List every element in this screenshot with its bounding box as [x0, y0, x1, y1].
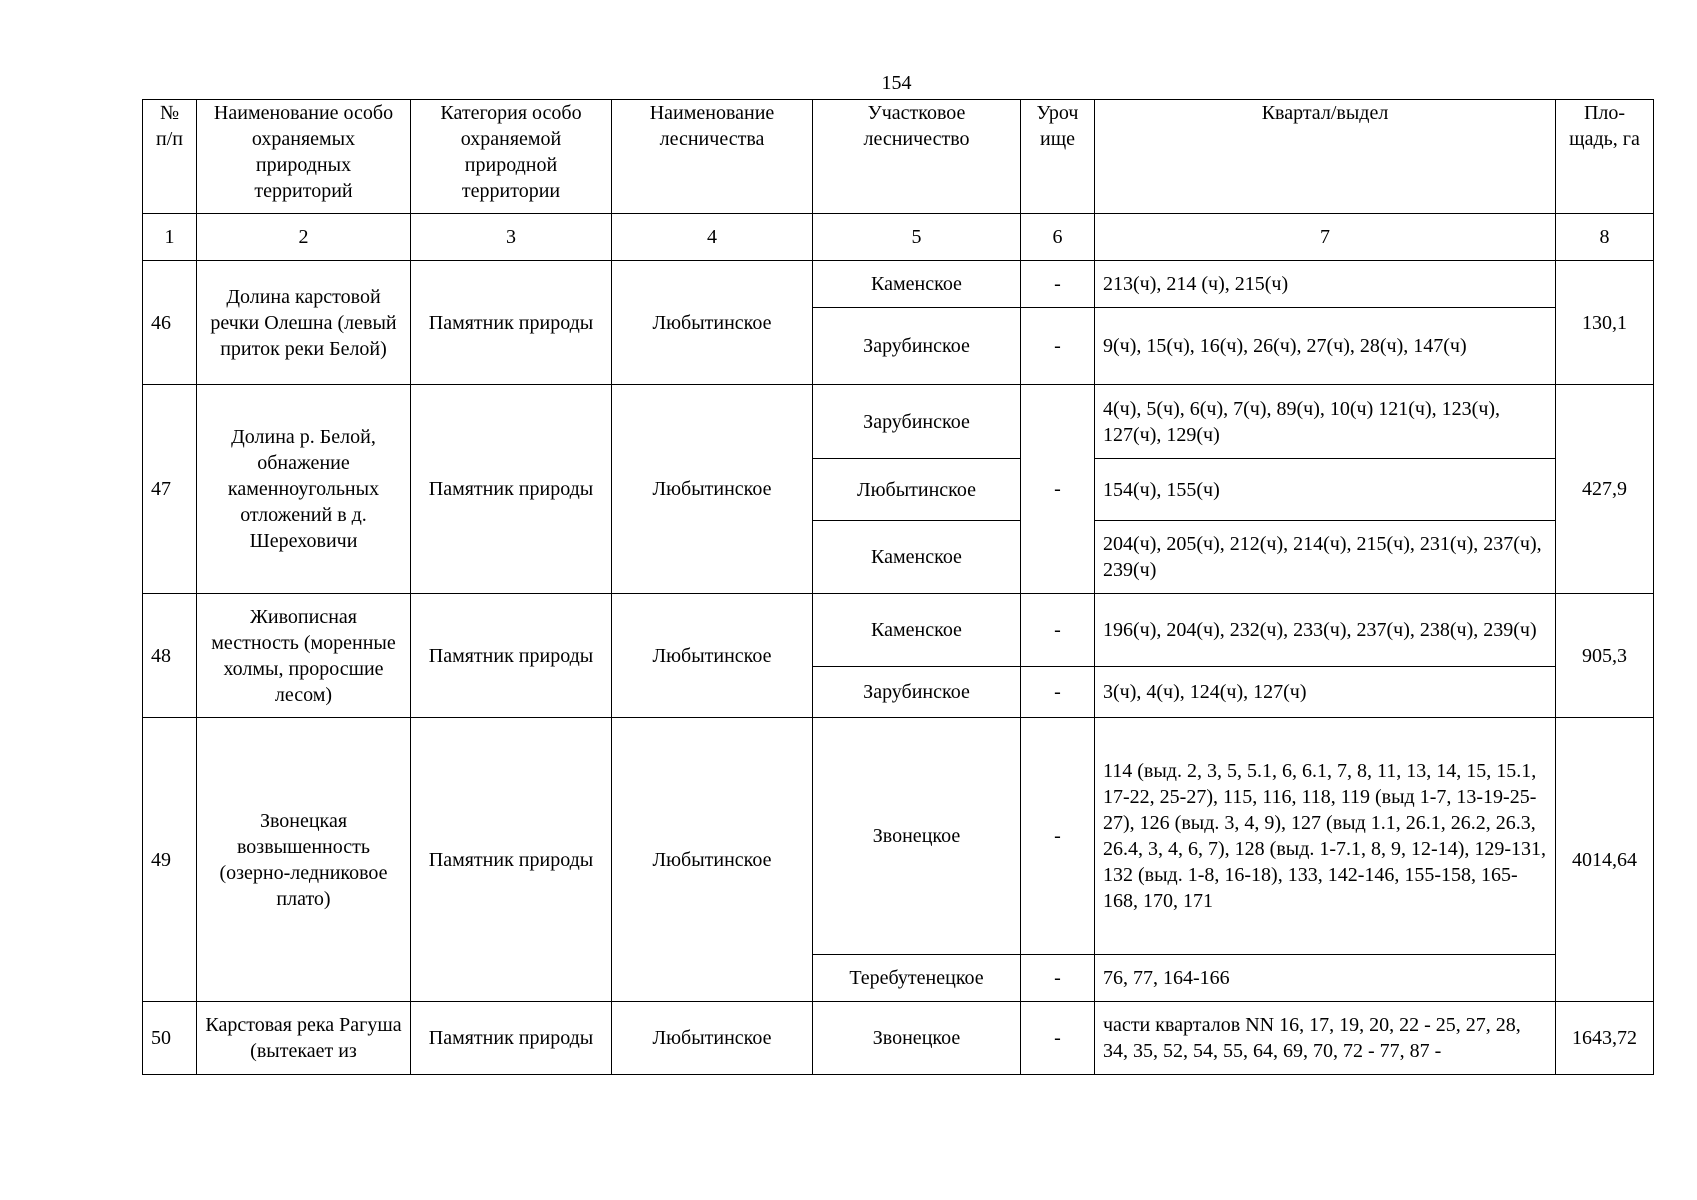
header-cell: Пло- щадь, га	[1556, 100, 1654, 214]
header-cell: № п/п	[143, 100, 197, 214]
row-number: 50	[143, 1002, 197, 1075]
tract-name: -	[1021, 261, 1095, 308]
district-name: Зарубинское	[813, 308, 1021, 385]
tract-name: -	[1021, 594, 1095, 667]
area-category: Памятник природы	[411, 594, 612, 718]
header-cell: Участковое лесничество	[813, 100, 1021, 214]
forestry-name: Любытинское	[612, 594, 813, 718]
district-name: Каменское	[813, 521, 1021, 594]
header-cell: Уроч ище	[1021, 100, 1095, 214]
area-size: 130,1	[1556, 261, 1654, 385]
district-name: Теребутенецкое	[813, 955, 1021, 1002]
column-number: 1	[143, 214, 197, 261]
area-size: 427,9	[1556, 385, 1654, 594]
area-category: Памятник природы	[411, 718, 612, 1002]
column-number: 6	[1021, 214, 1095, 261]
area-size: 905,3	[1556, 594, 1654, 718]
area-name: Карстовая река Рагуша (вытекает из	[197, 1002, 411, 1075]
table-row	[143, 718, 1654, 955]
quarters-list: 114 (выд. 2, 3, 5, 5.1, 6, 6.1, 7, 8, 11, 13, 14, 15, 15.1, 17-22, 25-27), 115, 116, 118, 119 (выд 1-7, 13-19-25-27), 126 (выд. 3, 4, 9), 127 (выд 1.1, 26.1, 26.2, 26.3, 26.4, 3, 4, 6, 7), 128 (выд. 1-7.1, 8, 9, 12-14), 129-131, 132 (выд. 1-8, 16-18), 133, 142-146, 155-158, 165-168, 170, 171	[1095, 718, 1556, 955]
area-name: Долина карстовой речки Олешна (левый приток реки Белой)	[197, 261, 411, 385]
tract-name: -	[1021, 718, 1095, 955]
district-name: Каменское	[813, 261, 1021, 308]
tract-name: -	[1021, 1002, 1095, 1075]
row-number: 46	[143, 261, 197, 385]
quarters-list: 76, 77, 164-166	[1095, 955, 1556, 1002]
quarters-list: 213(ч), 214 (ч), 215(ч)	[1095, 261, 1556, 308]
column-number: 3	[411, 214, 612, 261]
area-category: Памятник природы	[411, 1002, 612, 1075]
area-category: Памятник природы	[411, 261, 612, 385]
row-number: 49	[143, 718, 197, 1002]
district-name: Каменское	[813, 594, 1021, 667]
district-name: Звонецкое	[813, 1002, 1021, 1075]
district-name: Зарубинское	[813, 385, 1021, 459]
forestry-name: Любытинское	[612, 385, 813, 594]
tract-name: -	[1021, 955, 1095, 1002]
area-size: 1643,72	[1556, 1002, 1654, 1075]
header-cell: Наименование лесничества	[612, 100, 813, 214]
column-number: 7	[1095, 214, 1556, 261]
forestry-name: Любытинское	[612, 1002, 813, 1075]
header-cell: Квартал/выдел	[1095, 100, 1556, 214]
area-name: Долина р. Белой, обнажение каменноугольных отложений в д. Шереховичи	[197, 385, 411, 594]
page-number: 154	[881, 72, 912, 94]
column-number: 4	[612, 214, 813, 261]
quarters-list: 204(ч), 205(ч), 212(ч), 214(ч), 215(ч), 231(ч), 237(ч), 239(ч)	[1095, 521, 1556, 594]
forestry-name: Любытинское	[612, 718, 813, 1002]
quarters-list: части кварталов NN 16, 17, 19, 20, 22 - 25, 27, 28, 34, 35, 52, 54, 55, 64, 69, 70, 72 - 77, 87 -	[1095, 1002, 1556, 1075]
header-row	[143, 100, 1654, 214]
row-number: 48	[143, 594, 197, 718]
quarters-list: 4(ч), 5(ч), 6(ч), 7(ч), 89(ч), 10(ч) 121(ч), 123(ч), 127(ч), 129(ч)	[1095, 385, 1556, 459]
header-cell: Категория особо охраняемой природной территории	[411, 100, 612, 214]
table-row	[143, 261, 1654, 308]
column-number-row	[143, 214, 1654, 261]
tract-name: -	[1021, 308, 1095, 385]
column-number: 8	[1556, 214, 1654, 261]
area-name: Звонецкая возвышенность (озерно-ледниковое плато)	[197, 718, 411, 1002]
quarters-list: 154(ч), 155(ч)	[1095, 459, 1556, 521]
row-number: 47	[143, 385, 197, 594]
area-category: Памятник природы	[411, 385, 612, 594]
column-number: 2	[197, 214, 411, 261]
quarters-list: 196(ч), 204(ч), 232(ч), 233(ч), 237(ч), 238(ч), 239(ч)	[1095, 594, 1556, 667]
table-row	[143, 385, 1654, 459]
area-name: Живописная местность (моренные холмы, проросшие лесом)	[197, 594, 411, 718]
column-number: 5	[813, 214, 1021, 261]
tract-name: -	[1021, 385, 1095, 594]
forestry-name: Любытинское	[612, 261, 813, 385]
district-name: Зарубинское	[813, 667, 1021, 718]
table-row	[143, 1002, 1654, 1075]
table-row	[143, 594, 1654, 667]
tract-name: -	[1021, 667, 1095, 718]
area-size: 4014,64	[1556, 718, 1654, 1002]
district-name: Любытинское	[813, 459, 1021, 521]
district-name: Звонецкое	[813, 718, 1021, 955]
quarters-list: 3(ч), 4(ч), 124(ч), 127(ч)	[1095, 667, 1556, 718]
header-cell: Наименование особо охраняемых природных территорий	[197, 100, 411, 214]
protected-areas-table	[142, 99, 1654, 1075]
quarters-list: 9(ч), 15(ч), 16(ч), 26(ч), 27(ч), 28(ч), 147(ч)	[1095, 308, 1556, 385]
